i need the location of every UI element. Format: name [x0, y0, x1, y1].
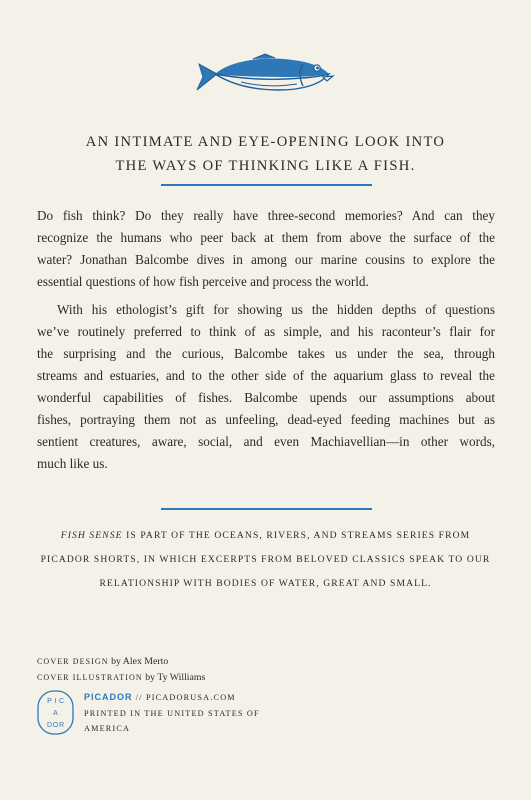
book-title: FISH SENSE: [60, 530, 123, 541]
logo-letter: I: [54, 698, 57, 705]
fish-icon: [193, 50, 338, 98]
series-note: [0, 524, 531, 596]
description-line: water? Jonathan Balcombe dives in among our marine cousins to explore the: [37, 252, 495, 267]
series-line-3: RELATIONSHIP WITH BODIES OF WATER, GREAT AND SMALL.: [99, 578, 432, 589]
logo-letter: A: [53, 710, 58, 717]
logo-letter: O: [52, 722, 59, 729]
publisher-block: [37, 690, 497, 740]
series-line-1-rest: IS PART OF THE OCEANS, RIVERS, AND STREAMS SERIES FROM: [122, 530, 471, 541]
printed-in-line-1: PRINTED IN THE UNITED STATES OF: [84, 708, 260, 718]
cover-design-credit: [37, 654, 205, 670]
logo-letter: R: [58, 722, 65, 729]
logo-letter: C: [58, 698, 65, 705]
series-line-1: [0, 524, 531, 548]
description: [37, 205, 495, 475]
publisher-info: [84, 690, 260, 737]
description-line: Do fish think? Do they really have three-second memories? And can they: [37, 208, 495, 223]
cover-design-label: COVER DESIGN: [37, 657, 109, 666]
description-line: essential questions of how fish perceive and process the world.: [37, 274, 369, 289]
cover-illustration-credit: [37, 670, 205, 686]
logo-letter: D: [46, 722, 53, 729]
headline-line-1: AN INTIMATE AND EYE-OPENING LOOK INTO: [85, 134, 446, 150]
description-line: streams and estuaries, and to the other side of the aquarium glass to reveal the: [37, 368, 495, 383]
publisher-line: [84, 690, 260, 706]
description-line: recognize the humans who peer back at them from above the surface of the: [37, 230, 495, 245]
picador-logo: [37, 690, 74, 735]
headline-line-2: THE WAYS OF THINKING LIKE A FISH.: [115, 158, 416, 174]
publisher-name: PICADOR: [84, 692, 133, 702]
description-line: With his ethologist’s gift for showing us the hidden depths of questions: [57, 302, 495, 317]
description-line: sentient creatures, aware, social, and even Machiavellian—in other words,: [37, 434, 495, 449]
description-line: wonderful capabilities of fishes. Balcombe upends our assumptions about: [37, 390, 495, 405]
cover-design-name: by Alex Merto: [108, 656, 169, 667]
divider-bottom: [161, 508, 372, 510]
logo-letter: P: [47, 698, 52, 705]
description-line: much like us.: [37, 456, 108, 471]
publisher-separator: //: [132, 693, 146, 702]
description-line: fishes, portraying them not as unfeeling, dead-eyed feeding machines but as: [37, 412, 495, 427]
divider-top: [161, 184, 372, 186]
description-line: we’ve routinely preferred to think of as simple, and his raconteur’s flair for: [37, 324, 495, 339]
series-line-2: PICADOR SHORTS, IN WHICH EXCERPTS FROM BELOVED CLASSICS SPEAK TO OUR: [40, 554, 491, 565]
printed-in-line-2: AMERICA: [84, 724, 131, 733]
publisher-url[interactable]: PICADORUSA.COM: [145, 693, 236, 702]
cover-illustration-label: COVER ILLUSTRATION: [37, 673, 143, 682]
fish-illustration: [193, 50, 338, 98]
cover-illustration-name: by Ty Williams: [142, 672, 206, 683]
description-line: the surprising and the curious, Balcombe takes us under the sea, through: [37, 346, 495, 361]
cover-credits: [37, 654, 205, 686]
headline: [0, 130, 531, 178]
